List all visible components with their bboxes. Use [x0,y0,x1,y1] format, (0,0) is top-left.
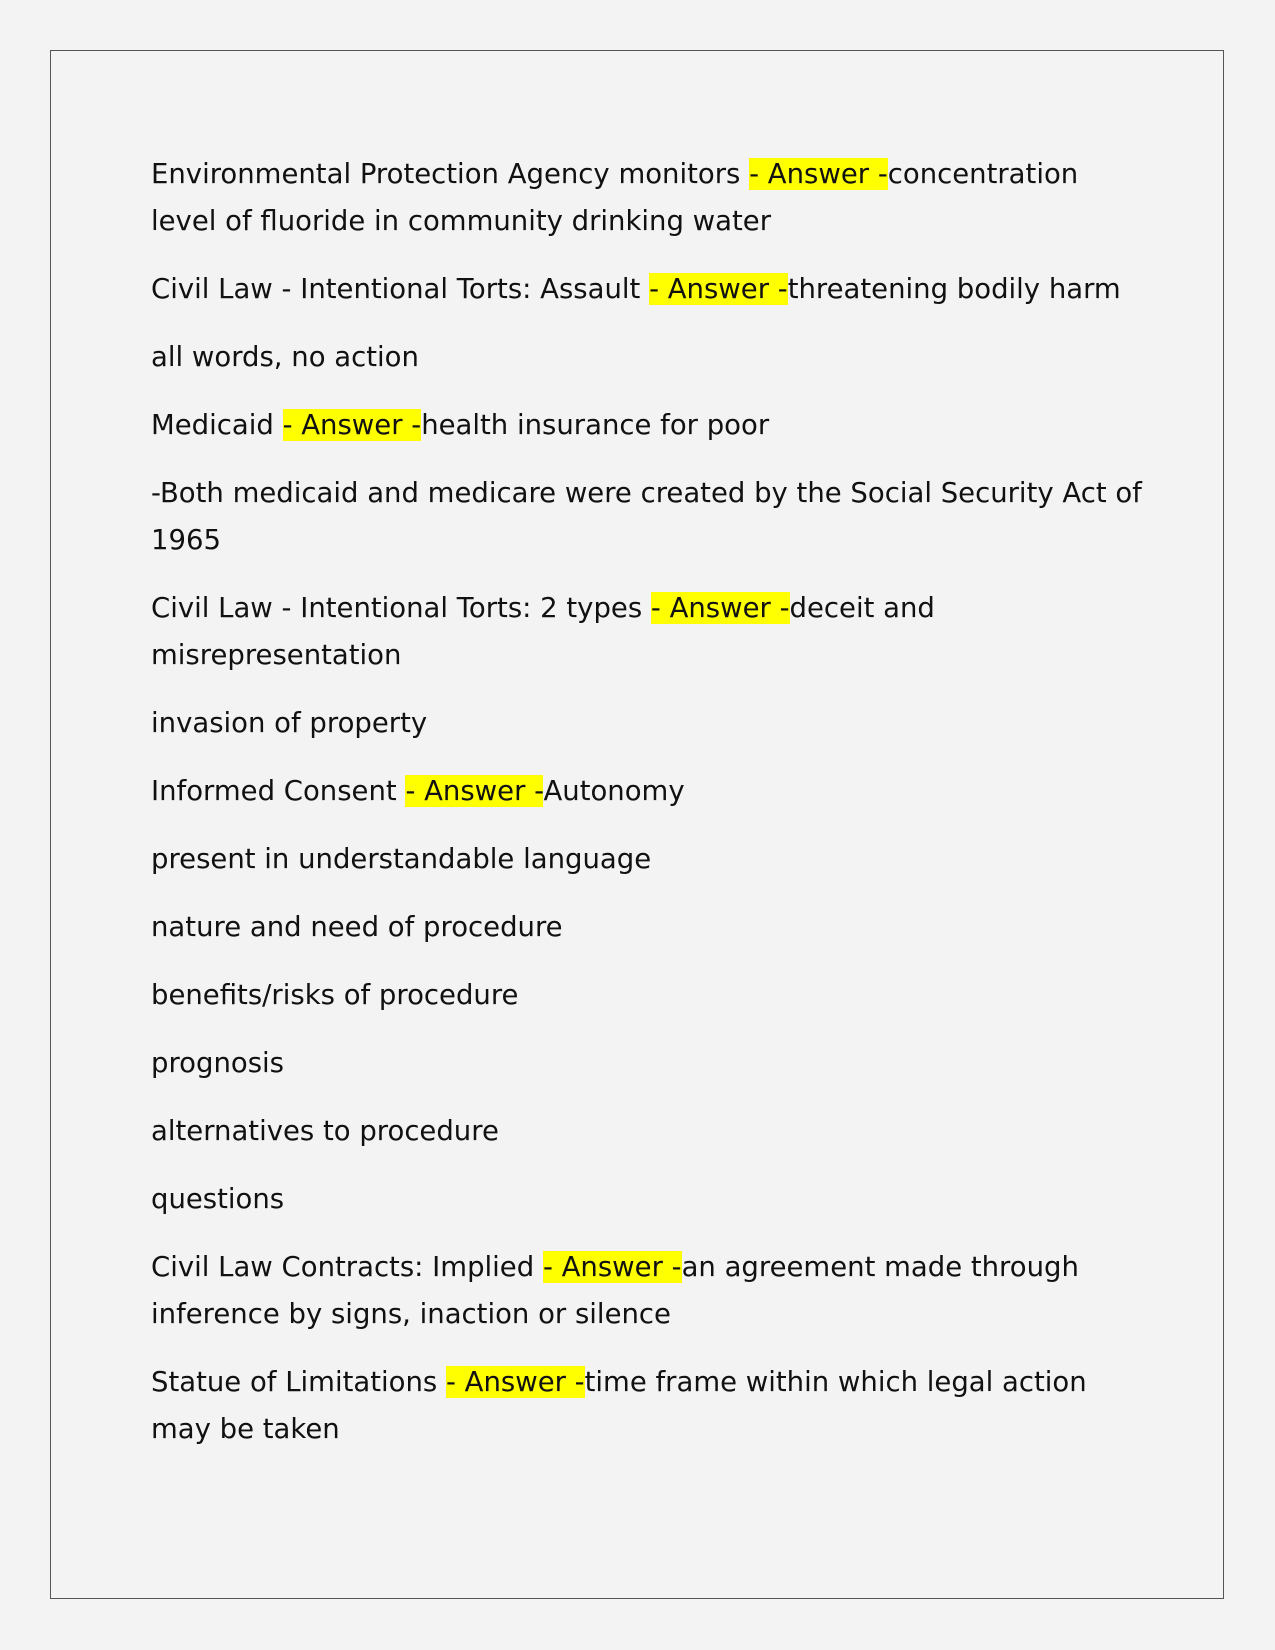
paragraph-term: Statue of Limitations [151,1366,446,1398]
paragraph-contracts-implied [151,1244,1151,1338]
paragraph-torts-types [151,585,1151,679]
paragraph-text: prognosis [151,1047,284,1079]
answer-highlight: - Answer - [649,273,788,305]
paragraph-assault [151,266,1151,313]
paragraph-term: Civil Law - Intentional Torts: 2 types [151,592,651,624]
answer-highlight: - Answer - [282,409,422,441]
paragraph-answer: an agreement made through inference by signs, inaction or silence [151,1251,1079,1330]
paragraph-answer: health insurance for poor [421,409,770,441]
answer-highlight: - Answer - [405,775,544,807]
paragraph-informed-consent [151,768,1151,815]
paragraph-epa [151,151,1151,245]
paragraph-text: alternatives to procedure [151,1115,499,1147]
paragraph-term: Civil Law Contracts: Implied [151,1251,543,1283]
paragraph-text: -Both medicaid and medicare were created by the Social Security Act of 1965 [151,477,1142,556]
answer-highlight: - Answer - [445,1366,585,1398]
paragraph-statute-limitations [151,1359,1151,1453]
document-body [151,151,1151,1474]
paragraph-text: nature and need of procedure [151,911,563,943]
paragraph-text: benefits/risks of procedure [151,979,519,1011]
paragraph-answer: deceit and misrepresentation [151,592,935,671]
paragraph-term: Environmental Protection Agency monitors [151,158,750,190]
document-page [50,50,1224,1599]
paragraph-text: all words, no action [151,341,419,373]
paragraph-text: invasion of property [151,707,428,739]
answer-highlight: - Answer - [650,592,790,624]
answer-highlight: - Answer - [542,1251,682,1283]
paragraph-answer: concentration level of fluoride in community drinking water [151,158,1079,237]
answer-highlight: - Answer - [749,158,888,190]
paragraph-answer: time frame within which legal action may be taken [151,1366,1087,1445]
paragraph-text: present in understandable language [151,843,652,875]
paragraph-term: Civil Law - Intentional Torts: Assault [151,273,650,305]
paragraph-term: Medicaid [151,409,283,441]
paragraph-text: questions [151,1183,285,1215]
paragraph-medicaid [151,402,1151,449]
paragraph-answer: Autonomy [543,775,685,807]
paragraph-answer: threatening bodily harm [787,273,1121,305]
paragraph-term: Informed Consent [151,775,406,807]
